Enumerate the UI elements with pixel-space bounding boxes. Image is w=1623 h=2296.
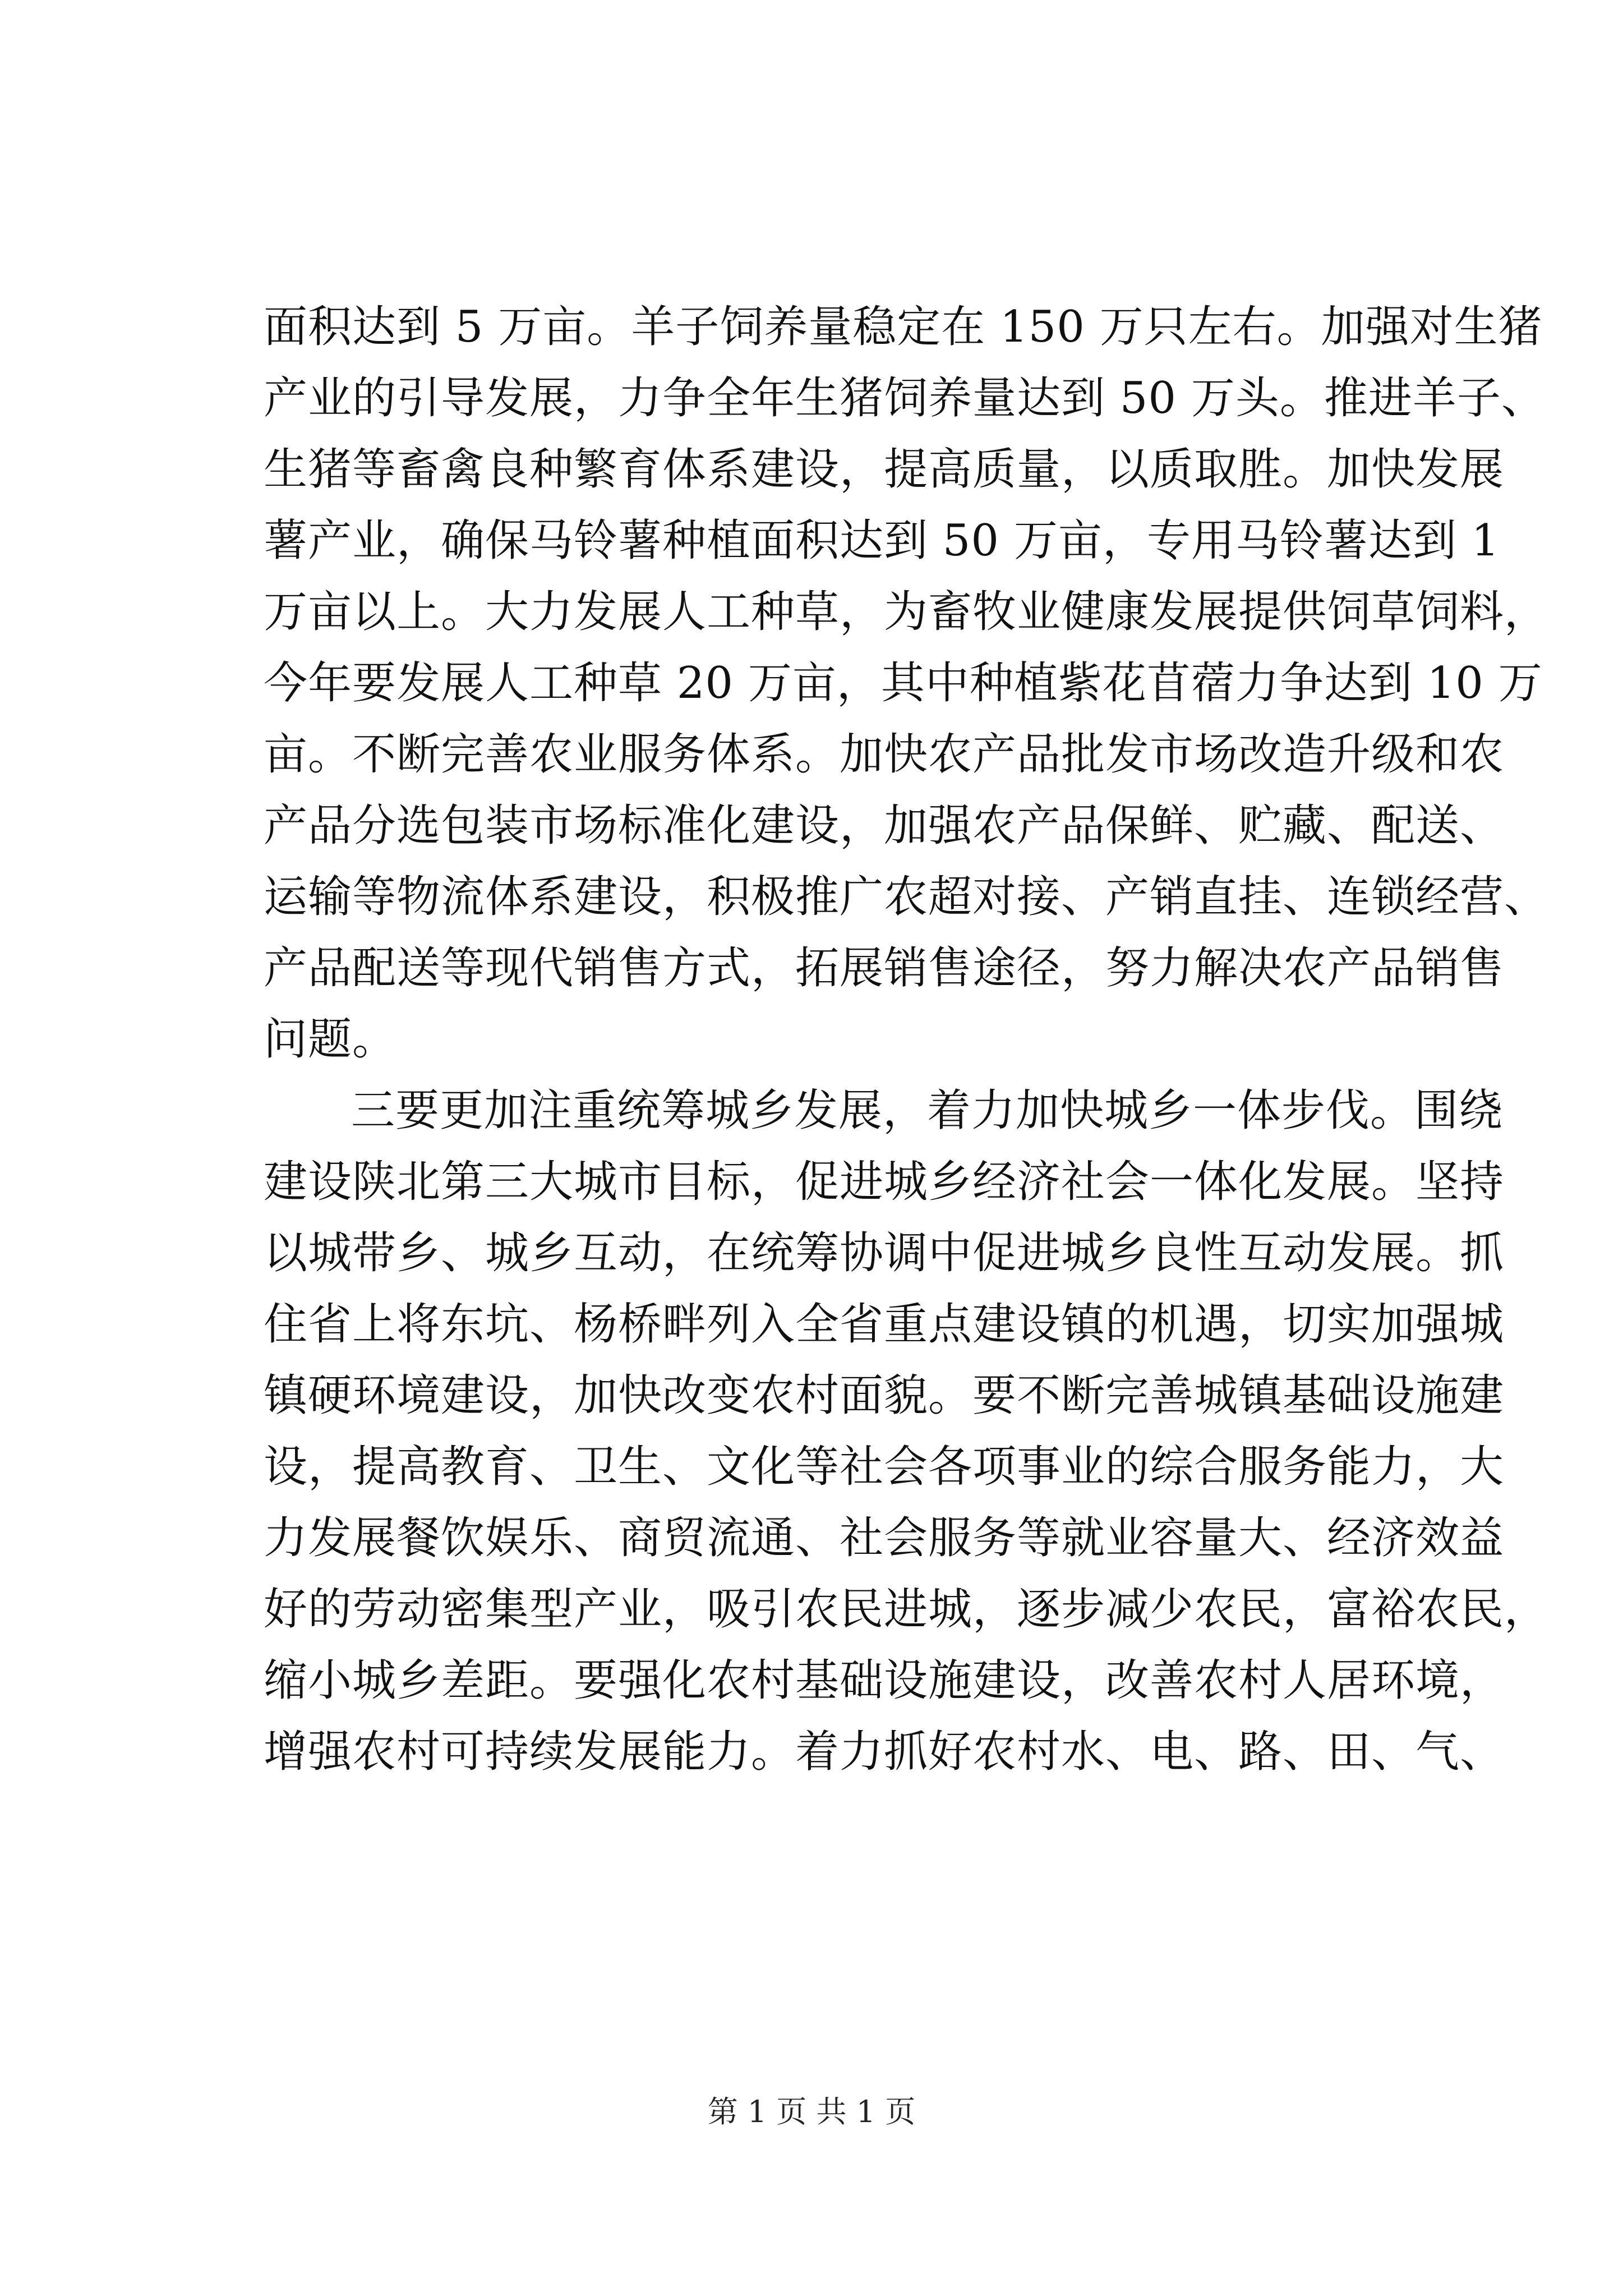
text-line: 产品配送等现代销售方式，拓展销售途径，努力解决农产品销售 <box>264 943 1505 993</box>
text-line: 增强农村可持续发展能力。着力抓好农村水、电、路、田、气、 <box>264 1727 1505 1777</box>
text-line: 问题。 <box>264 1014 397 1065</box>
text-line: 缩小城乡差距。要强化农村基础设施建设，改善农村人居环境， <box>264 1655 1505 1706</box>
text-line: 面积达到 5 万亩。羊子饲养量稳定在 150 万只左右。加强对生猪 <box>264 302 1543 352</box>
text-line: 产品分选包装市场标准化建设，加强农产品保鲜、贮藏、配送、 <box>264 800 1505 851</box>
text-line: 好的劳动密集型产业，吸引农民进城，逐步减少农民，富裕农民， <box>264 1584 1549 1635</box>
document-body <box>264 292 1549 1788</box>
text-line: 薯产业，确保马铃薯种植面积达到 50 万亩，专用马铃薯达到 1 <box>264 516 1500 566</box>
paragraph-1 <box>264 292 1549 1075</box>
text-line: 力发展餐饮娱乐、商贸流通、社会服务等就业容量大、经济效益 <box>264 1513 1505 1563</box>
text-line: 生猪等畜禽良种繁育体系建设，提高质量，以质取胜。加快发展 <box>264 444 1505 495</box>
text-line: 建设陕北第三大城市目标，促进城乡经济社会一体化发展。坚持 <box>264 1157 1505 1207</box>
paragraph-2 <box>264 1075 1549 1788</box>
text-line: 以城带乡、城乡互动，在统筹协调中促进城乡良性互动发展。抓 <box>264 1228 1505 1278</box>
page-number-footer: 第 1 页 共 1 页 <box>707 2094 916 2129</box>
text-line: 今年要发展人工种草 20 万亩，其中种植紫花苜蓿力争达到 10 万 <box>264 658 1543 708</box>
text-line: 镇硬环境建设，加快改变农村面貌。要不断完善城镇基础设施建 <box>264 1370 1505 1421</box>
text-line: 亩。不断完善农业服务体系。加快农产品批发市场改造升级和农 <box>264 729 1505 780</box>
text-line: 万亩以上。大力发展人工种草，为畜牧业健康发展提供饲草饲料， <box>264 587 1549 637</box>
text-line-first-indented: 三要更加注重统筹城乡发展，着力加快城乡一体步伐。围绕 <box>351 1085 1504 1136</box>
text-line: 住省上将东坑、杨桥畔列入全省重点建设镇的机遇，切实加强城 <box>264 1299 1505 1350</box>
text-line: 运输等物流体系建设，积极推广农超对接、产销直挂、连锁经营、 <box>264 872 1549 922</box>
text-line: 设，提高教育、卫生、文化等社会各项事业的综合服务能力，大 <box>264 1442 1505 1492</box>
text-line: 产业的引导发展，力争全年生猪饲养量达到 50 万头。推进羊子、 <box>264 373 1546 424</box>
